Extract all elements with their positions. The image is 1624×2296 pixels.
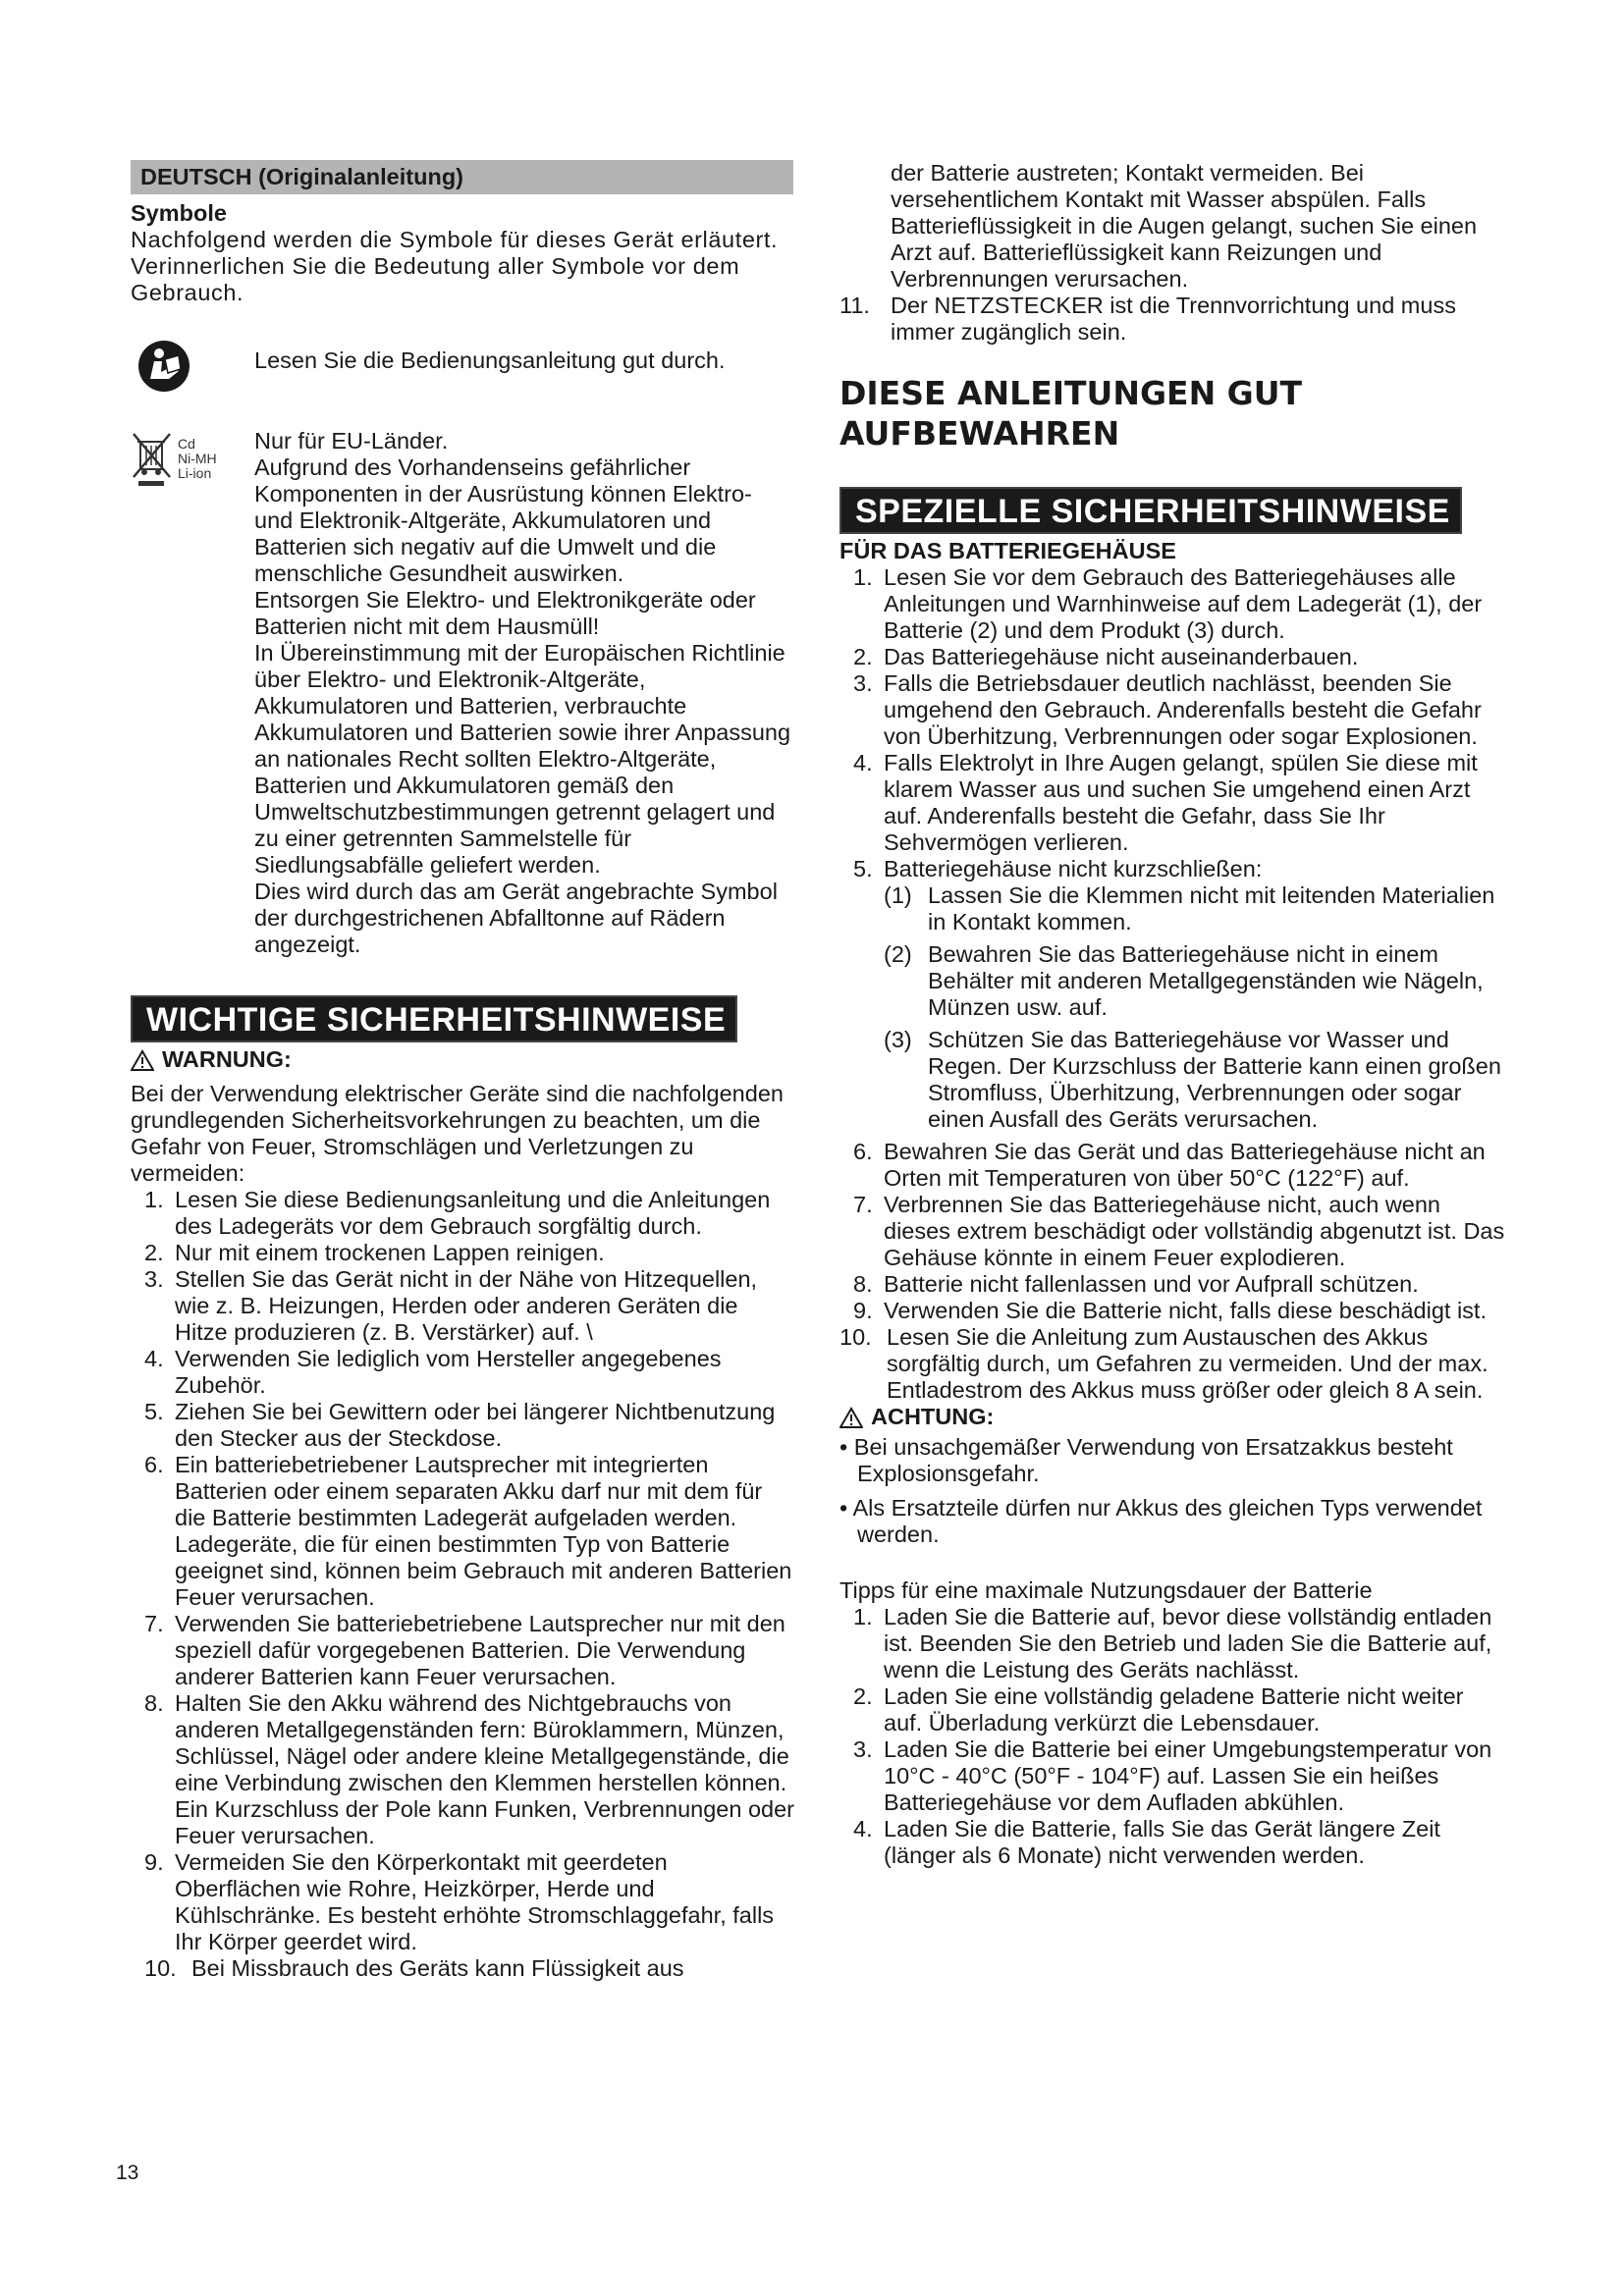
list-item: (3) Schützen Sie das Batteriegehäuse vor Wasser und Regen. Der Kurzschluss der Batterie kann einen großen Stromfluss, Überhitzung, Verbrennungen oder sogar einen Ausfall des Geräts verursachen. [884,1027,1501,1132]
list-item: 6. Bewahren Sie das Gerät und das Batteriegehäuse nicht an Orten mit Temperaturen von über 50°C (122°F) auf. [853,1139,1486,1191]
list-item: 3. Falls die Betriebsdauer deutlich nachlässt, beenden Sie umgehend den Gebrauch. Anderenfalls besteht die Gefahr von Überhitzung, Verbrennungen oder sogar Explosionen. [853,670,1482,749]
symbols-intro: Nachfolgend werden die Symbole für dieses Gerät erläutert. Verinnerlichen Sie die Bedeutung aller Symbole vor dem Gebrauch. [131,227,779,305]
caution-list [839,1434,1507,1548]
list-item: 5. Batteriegehäuse nicht kurzschließen: [853,856,1263,881]
battery-list [839,564,1507,882]
list-item: 9. Verwenden Sie die Batterie nicht, falls diese beschädigt ist. [853,1298,1487,1323]
continued-item-10: der Batterie austreten; Kontakt vermeiden. Bei versehentlichem Kontakt mit Wasser abspülen. Falls Batterieflüssigkeit in die Augen gelangt, suchen Sie einen Arzt auf. Batterieflüssigkeit kann Reizungen und Verbrennungen verursachen. [891,160,1478,292]
item-11-list [839,293,1507,346]
warning-heading [131,1046,795,1073]
caution-heading [839,1404,1507,1430]
list-item: 4. Verwenden Sie lediglich vom Hersteller angegebenes Zubehör. [144,1346,722,1398]
read-manual-icon [137,340,190,398]
list-item: 2. Das Batteriegehäuse nicht auseinanderbauen. [853,644,1359,669]
page-number: 13 [116,2162,139,2184]
list-item: 7. Verbrennen Sie das Batteriegehäuse nicht, auch wenn dieses extrem beschädigt oder vollständig abgenutzt ist. Das Gehäuse könnte in einem Feuer explodieren. [853,1192,1505,1270]
warnings-list [131,1187,795,1982]
list-item: • Als Ersatzteile dürfen nur Akkus des gleichen Typs verwendet werden. [839,1495,1483,1547]
warning-triangle-icon [131,1049,154,1071]
list-item: 6. Ein batteriebetriebener Lautsprecher mit integrierten Batterien oder einem separaten Akku darf nur mit dem für die Batterie bestimmten Ladegerät aufgeladen werden. Ladegeräte, die für einen bestimmten Typ von Batterie geeignet sind, können beim Gebrauch mit anderen Batterien Feuer verursachen. [144,1452,792,1610]
battery-sub-list [839,882,1507,1133]
list-item: (2) Bewahren Sie das Batteriegehäuse nicht in einem Behälter mit anderen Metallgegenständen wie Nägeln, Münzen usw. auf. [884,941,1484,1020]
warning-label: WARNUNG: [162,1046,292,1072]
list-item: 4. Falls Elektrolyt in Ihre Augen gelangt, spülen Sie diese mit klarem Wasser aus und suchen Sie umgehend einen Arzt auf. Anderenfalls besteht die Gefahr, dass Sie Ihr Sehvermögen verlieren. [853,750,1478,855]
list-item: 10. Bei Missbrauch des Geräts kann Flüssigkeit aus [144,1955,684,1981]
symbol-read-manual-text: Lesen Sie die Bedienungsanleitung gut durch. [254,347,726,373]
list-item: 4. Laden Sie die Batterie, falls Sie das Gerät längere Zeit (länger als 6 Monate) nicht verwenden werden. [853,1816,1440,1868]
special-safety-banner: SPEZIELLE SICHERHEITSHINWEISE [839,487,1462,534]
symbol-eu-only: Nur für EU-Länder. [254,428,449,454]
symbols-heading: Symbole [131,200,227,226]
list-item: 5. Ziehen Sie bei Gewittern oder bei längerer Nichtbenutzung den Stecker aus der Steckdose. [144,1399,776,1451]
symbol-weee-text-1: Aufgrund des Vorhandenseins gefährlicher Komponenten in der Ausrüstung können Elektro- und Elektronik-Altgeräte, Akkumulatoren und Batterien sich negativ auf die Umwelt und die menschliche Gesundheit auswirken. [254,454,752,586]
symbol-weee-text-4: Dies wird durch das am Gerät angebrachte Symbol der durchgestrichenen Abfalltonne auf Rädern angezeigt. [254,879,778,957]
list-item: • Bei unsachgemäßer Verwendung von Ersatzakkus besteht Explosionsgefahr. [839,1434,1453,1486]
keep-instructions-heading: DIESE ANLEITUNGEN GUT AUFBEWAHREN [839,374,1303,453]
symbol-weee-text-3: In Übereinstimmung mit der Europäischen Richtlinie über Elektro- und Elektronik-Altgeräte, Akkumulatoren und Batterien, verbrauchte Akkumulatoren und Batterien sowie ihrer Anpassung an nationales Recht sollten Elektro-Altgeräte, Batterien und Akkumulatoren gemäß den Umweltschutzbestimmungen getrennt gelagert und zu einer getrennten Sammelstelle für Siedlungsabfälle geliefert werden. [254,640,791,878]
crossed-bin-icon [131,432,229,500]
weee-label-liion: Li-ion [178,465,212,481]
symbol-read-manual-row [131,347,795,408]
list-item: 9. Vermeiden Sie den Körperkontakt mit geerdeten Oberflächen wie Rohre, Heizkörper, Herde und Kühlschränke. Es besteht erhöhte Stromschlaggefahr, falls Ihr Körper geerdet wird. [144,1849,775,1954]
warning-intro: Bei der Verwendung elektrischer Geräte sind die nachfolgenden grundlegenden Sicherheitsvorkehrungen zu beachten, um die Gefahr von Feuer, Stromschlägen und Verletzungen zu vermeiden: [131,1081,784,1186]
left-column [131,160,795,1982]
caution-label: ACHTUNG: [871,1404,995,1429]
list-item: 2. Nur mit einem trockenen Lappen reinigen. [144,1240,605,1265]
section-title: DEUTSCH (Originalanleitung) [131,160,793,194]
list-item: 10. Lesen Sie die Anleitung zum Austauschen des Akkus sorgfältig durch, um Gefahren zu vermeiden. Und der max. Entladestrom des Akkus muss größer oder gleich 8 A sein. [839,1324,1489,1403]
list-item: 3. Laden Sie die Batterie bei einer Umgebungstemperatur von 10°C - 40°C (50°F - 104°F) auf. Lassen Sie ein heißes Batteriegehäuse vor dem Aufladen abkühlen. [853,1736,1492,1815]
right-column [839,160,1507,1869]
symbol-weee-text-2: Entsorgen Sie Elektro- und Elektronikgeräte oder Batterien nicht mit dem Hausmüll! [254,587,756,639]
symbol-weee-row [131,428,795,958]
list-item: 8. Batterie nicht fallenlassen und vor Aufprall schützen. [853,1271,1419,1297]
list-item: 11. Der NETZSTECKER ist die Trennvorrichtung und muss immer zugänglich sein. [839,293,1456,345]
list-item: 1. Lesen Sie diese Bedienungsanleitung und die Anleitungen des Ladegeräts vor dem Gebrauch sorgfältig durch. [144,1187,771,1239]
list-item: 8. Halten Sie den Akku während des Nichtgebrauchs von anderen Metallgegenständen fern: Büroklammern, Münzen, Schlüssel, Nägel oder andere kleine Metallgegenstände, die eine Verbindung zwischen den Klemmen herstellen können. Ein Kurzschluss der Pole kann Funken, Verbrennungen oder Feuer verursachen. [144,1690,794,1848]
tips-heading: Tipps für eine maximale Nutzungsdauer der Batterie [839,1577,1373,1603]
list-item: 7. Verwenden Sie batteriebetriebene Lautsprecher nur mit den speziell dafür vorgegebenen Batterien. Die Verwendung anderer Batterien kann Feuer verursachen. [144,1611,785,1689]
weee-label-nimh: Ni-MH [178,451,217,466]
list-item: 2. Laden Sie eine vollständig geladene Batterie nicht weiter auf. Überladung verkürzt die Lebensdauer. [853,1683,1464,1735]
list-item: 3. Stellen Sie das Gerät nicht in der Nähe von Hitzequellen, wie z. B. Heizungen, Herden oder anderen Geräten die Hitze produzieren (z. B. Verstärker) auf. \ [144,1266,758,1345]
list-item: 1. Laden Sie die Batterie auf, bevor diese vollständig entladen ist. Beenden Sie den Betrieb und laden Sie die Batterie auf, wenn die Leistung des Geräts nachlässt. [853,1604,1492,1682]
tips-list [839,1604,1507,1869]
list-item: 1. Lesen Sie vor dem Gebrauch des Batteriegehäuses alle Anleitungen und Warnhinweise auf dem Ladegerät (1), der Batterie (2) und dem Produkt (3) durch. [853,564,1483,643]
battery-heading: FÜR DAS BATTERIEGEHÄUSE [839,538,1176,563]
list-item: (1) Lassen Sie die Klemmen nicht mit leitenden Materialien in Kontakt kommen. [884,882,1495,934]
battery-list-continued [839,1139,1507,1404]
caution-triangle-icon [839,1407,863,1428]
safety-banner: WICHTIGE SICHERHEITSHINWEISE [131,995,737,1042]
weee-label-cd: Cd [178,436,195,452]
